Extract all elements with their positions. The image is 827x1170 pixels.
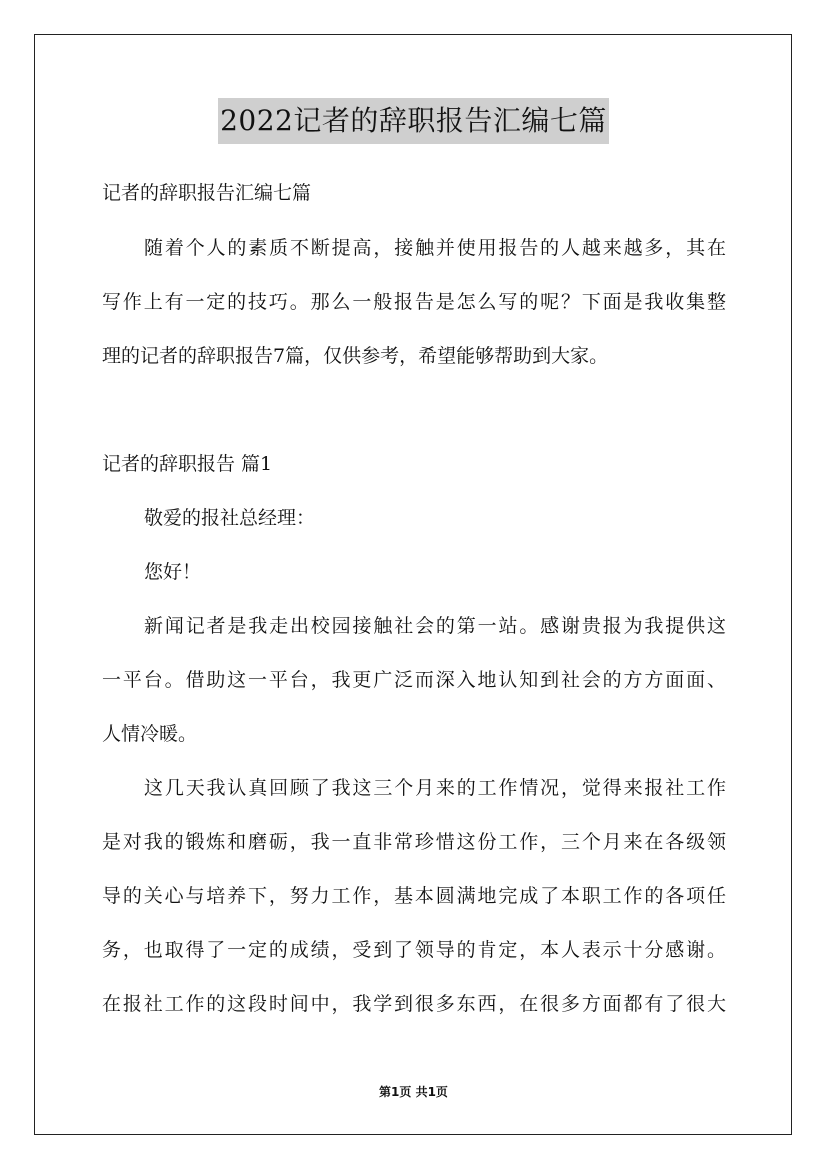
page-number-footer: 第1页 共1页 <box>379 1085 448 1099</box>
paragraph-line: 写作上有一定的技巧。那么一般报告是怎么写的呢？下面是我收集整 <box>102 291 726 313</box>
section-heading: 记者的辞职报告 篇1 <box>102 453 273 475</box>
greeting: 您好！ <box>144 561 202 583</box>
paragraph-line: 务，也取得了一定的成绩，受到了领导的肯定，本人表示十分感谢。 <box>102 939 726 961</box>
document-title: 2022记者的辞职报告汇编七篇 <box>218 98 609 144</box>
title-container <box>0 98 827 144</box>
paragraph-line: 理的记者的辞职报告7篇，仅供参考，希望能够帮助到大家。 <box>102 345 609 367</box>
salutation: 敬爱的报社总经理： <box>144 507 316 529</box>
paragraph-line: 导的关心与培养下，努力工作，基本圆满地完成了本职工作的各项任 <box>102 885 726 907</box>
paragraph-line: 新闻记者是我走出校园接触社会的第一站。感谢贵报为我提供这 <box>144 615 726 637</box>
paragraph-line: 人情冷暖。 <box>102 723 198 745</box>
paragraph-line: 在报社工作的这段时间中，我学到很多东西，在很多方面都有了很大 <box>102 993 726 1015</box>
paragraph-line: 一平台。借助这一平台，我更广泛而深入地认知到社会的方方面面、 <box>102 669 726 691</box>
document-subtitle: 记者的辞职报告汇编七篇 <box>102 182 312 204</box>
paragraph-line: 随着个人的素质不断提高，接触并使用报告的人越来越多，其在 <box>144 237 726 259</box>
paragraph-line: 这几天我认真回顾了我这三个月来的工作情况，觉得来报社工作 <box>144 777 726 799</box>
paragraph-line: 是对我的锻炼和磨砺，我一直非常珍惜这份工作，三个月来在各级领 <box>102 831 726 853</box>
